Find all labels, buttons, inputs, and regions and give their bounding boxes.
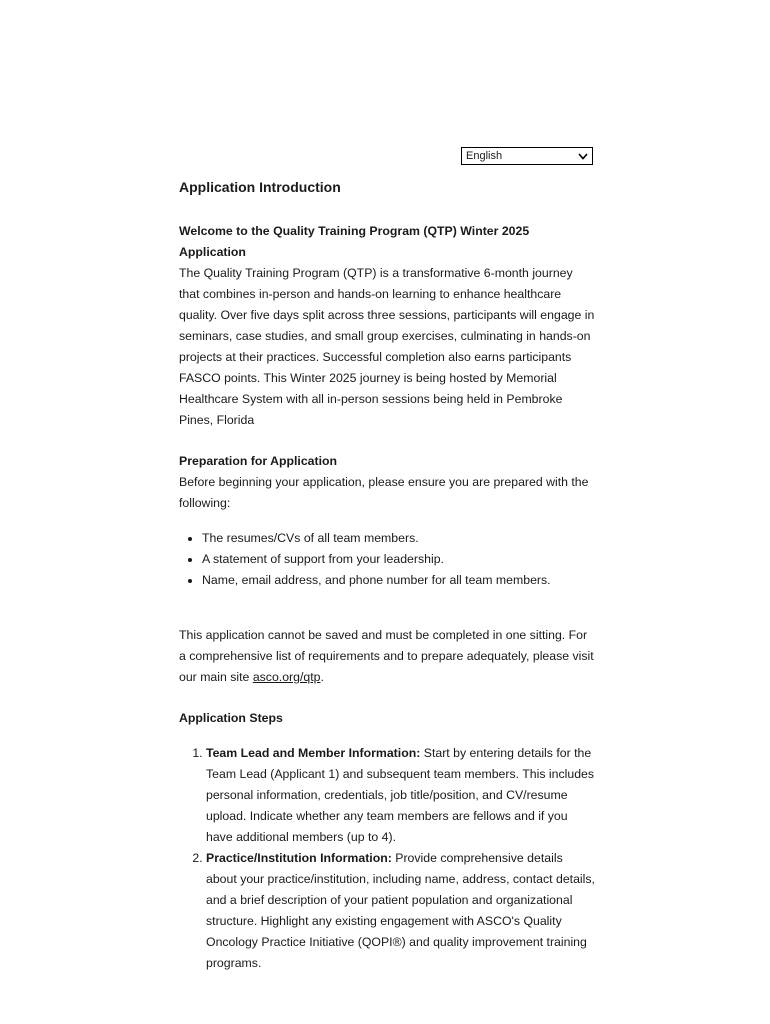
step-label: Practice/Institution Information: bbox=[206, 851, 392, 865]
asco-qtp-link[interactable]: asco.org/qtp bbox=[252, 670, 321, 684]
list-item: • Name, email address, and phone number for all team members. bbox=[202, 570, 595, 591]
welcome-heading: Welcome to the Quality Training Program (QTP) Winter 2025 Application bbox=[179, 224, 530, 259]
save-notice bbox=[179, 625, 595, 688]
steps-heading: Application Steps bbox=[179, 711, 283, 725]
chevron-down-icon bbox=[576, 149, 590, 163]
list-item bbox=[206, 743, 595, 848]
preparation-heading: Preparation for Application bbox=[179, 454, 338, 468]
list-item: • The resumes/CVs of all team members. bbox=[202, 528, 595, 549]
preparation-list bbox=[179, 528, 595, 591]
notice-text: This application cannot be saved and must be completed in one sitting. For a comprehensive list of requirements and to prepare adequately, please visit our main site bbox=[179, 628, 594, 684]
list-item bbox=[206, 848, 595, 974]
page-title: Application Introduction bbox=[179, 179, 341, 195]
welcome-body: The Quality Training Program (QTP) is a transformative 6-month journey that combines in-person and hands-on learning to enhance healthcare quality. Over five days split across three sessions, participants will engage in seminars, case studies, and small group exercises, culminating in hands-on projects at their practices. Successful completion also earns participants FASCO points. This Winter 2025 journey is being hosted by Memorial Healthcare System with all in-person sessions being held in Pembroke Pines, Florida bbox=[179, 266, 595, 427]
language-select[interactable] bbox=[461, 147, 593, 165]
step-text: Start by entering details for the Team Lead (Applicant 1) and subsequent team members. This includes personal information, credentials, job title/position, and CV/resume upload. Indicate whether any team members are fellows and if you have additional members (up to 4). bbox=[206, 746, 595, 844]
preparation-body: Before beginning your application, please ensure you are prepared with the following: bbox=[179, 475, 589, 510]
list-item: • A statement of support from your leadership. bbox=[202, 549, 595, 570]
notice-text-end: . bbox=[320, 670, 324, 684]
language-selector-wrapper bbox=[461, 147, 593, 165]
application-introduction-content bbox=[179, 178, 595, 974]
application-steps-list bbox=[179, 743, 595, 974]
step-label: Team Lead and Member Information: bbox=[206, 746, 421, 760]
step-text: Provide comprehensive details about your practice/institution, including name, address, contact details, and a brief description of your patient population and organizational structure. Highlight any existing engagement with ASCO's Quality Oncology Practice Initiative (QOPI®) and quality improvement training programs. bbox=[206, 851, 595, 970]
language-select-value: English bbox=[466, 150, 503, 162]
